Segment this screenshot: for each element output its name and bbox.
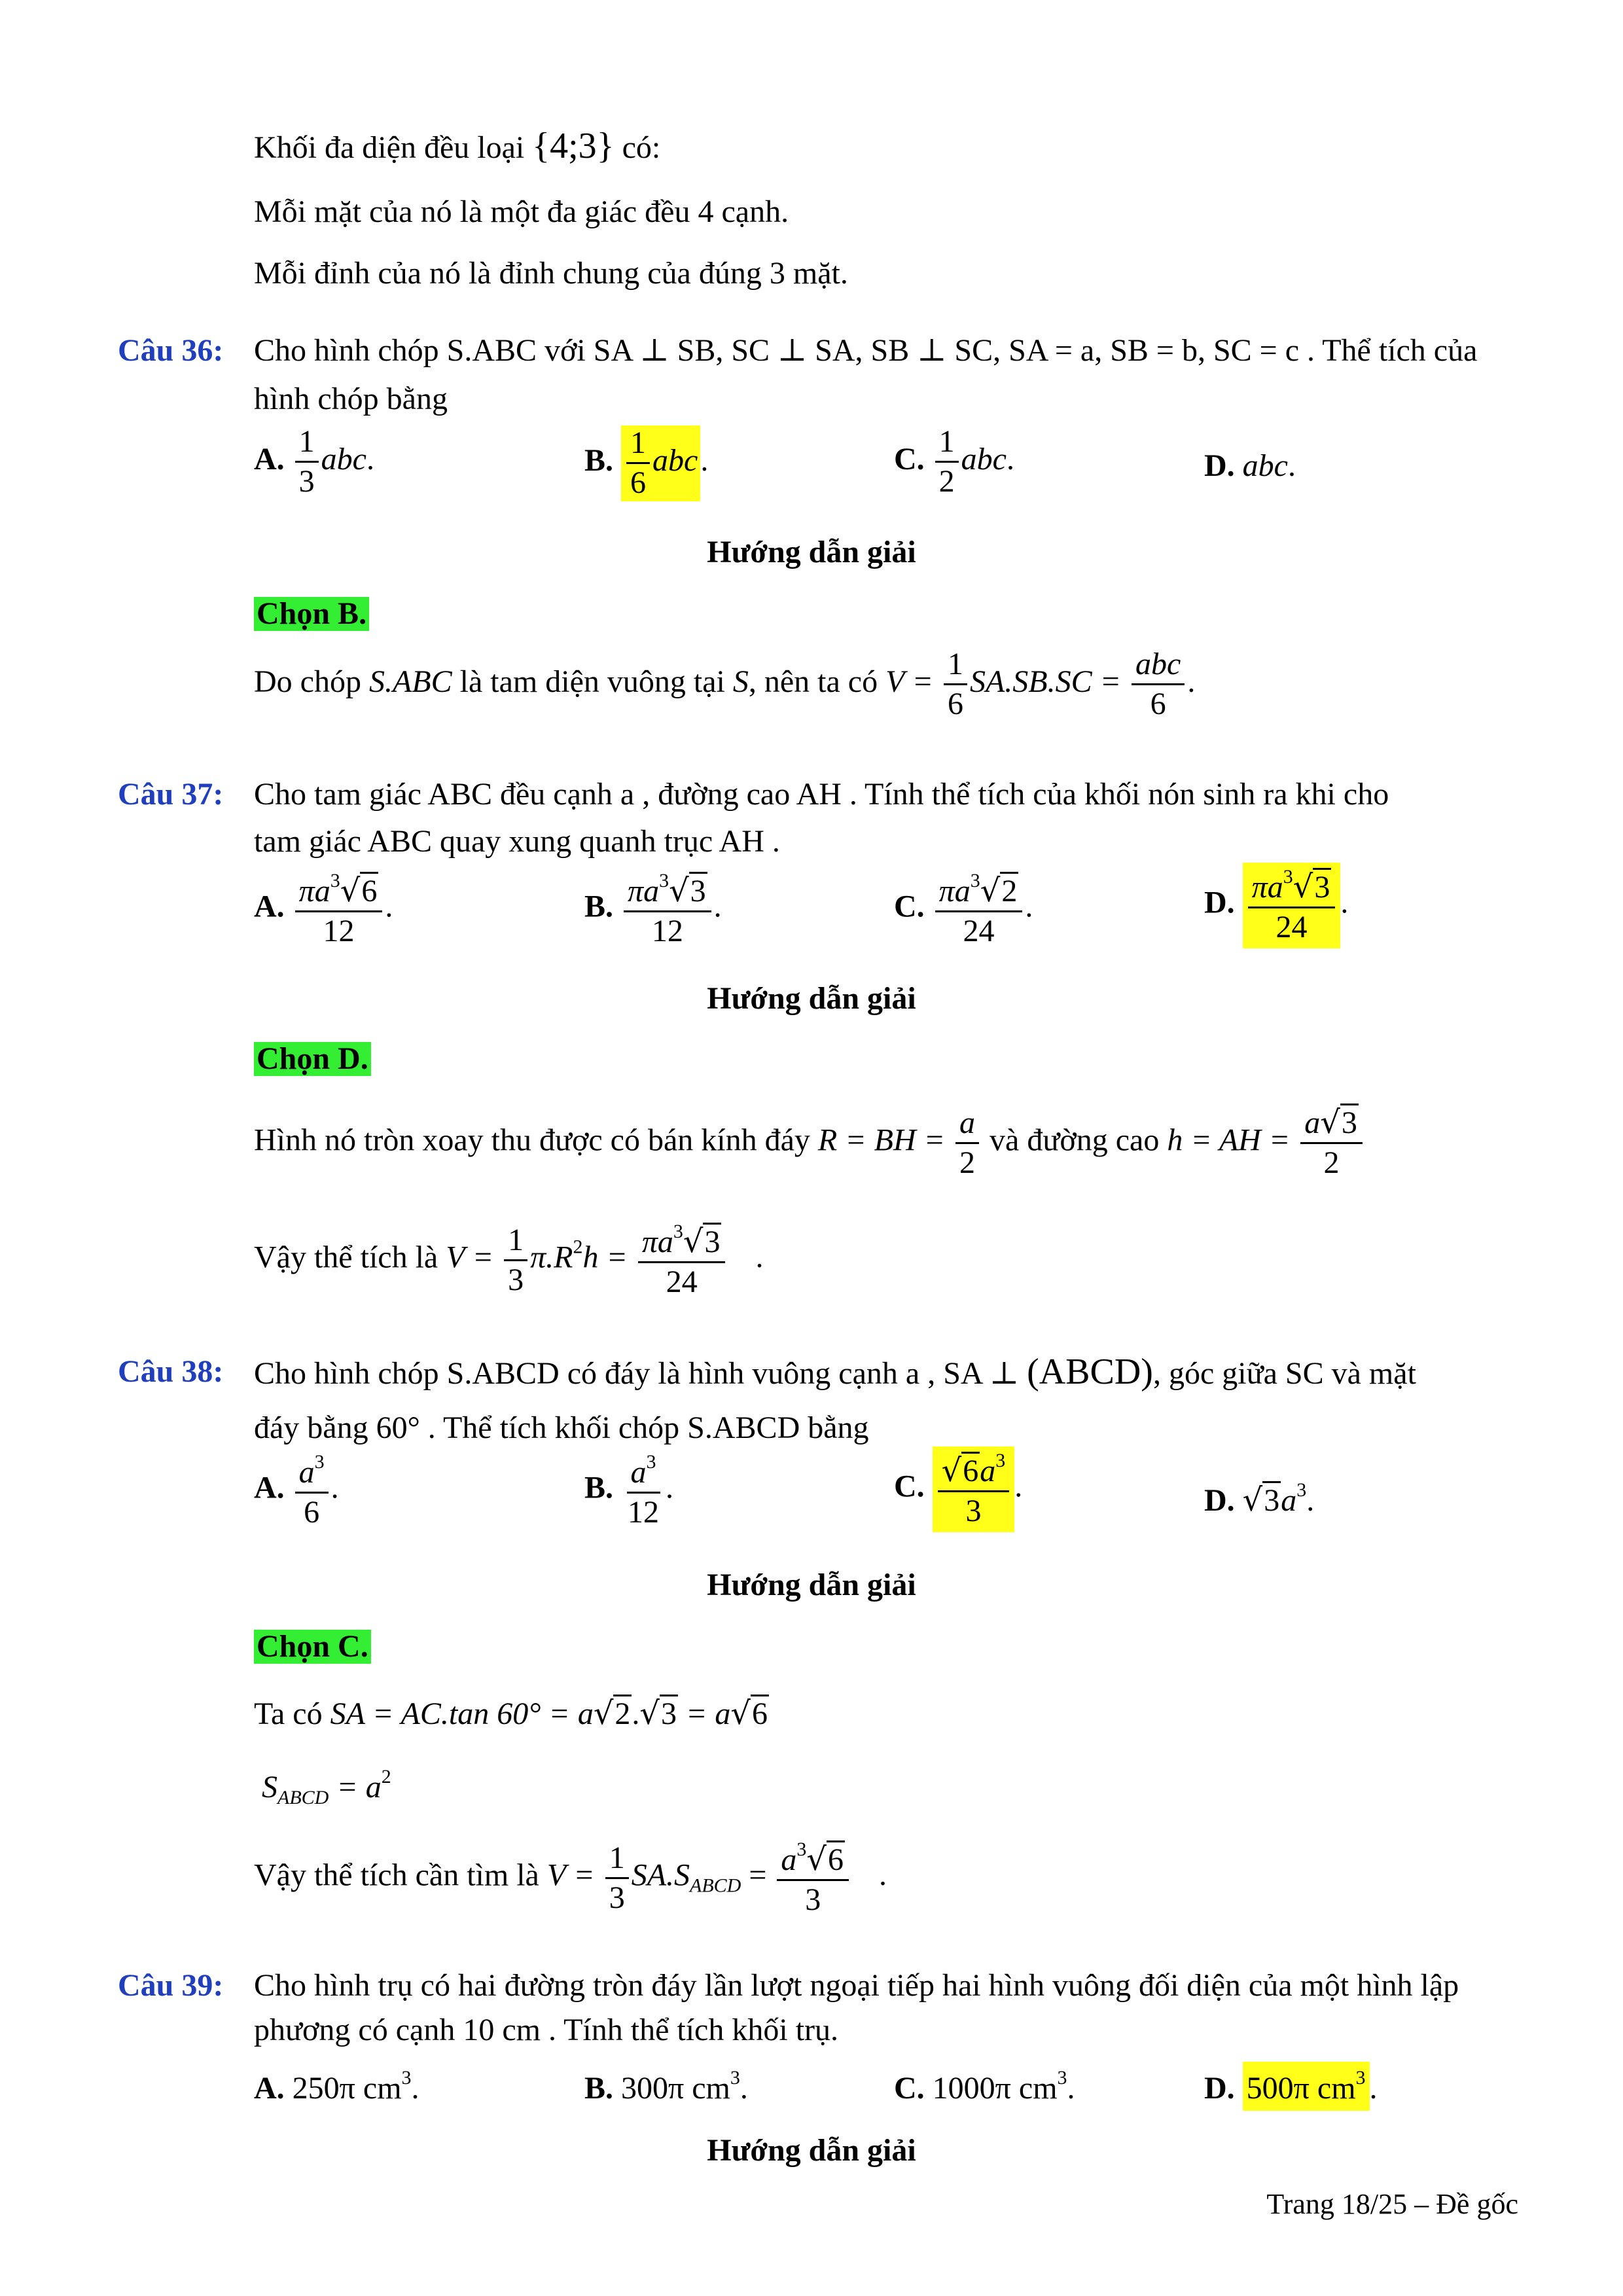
intro-line-1-text: Khối đa diện đều loại: [254, 130, 525, 165]
question-37-option-d: D. $\frac{\pi a^3√3}{24}$ .: [1204, 863, 1348, 948]
math: S.ABC: [368, 664, 452, 699]
denominator: 2: [959, 1145, 976, 1180]
option-letter: D.: [1204, 1483, 1235, 1518]
sqrt: √3: [683, 1223, 721, 1260]
question-36-option-c: [894, 425, 1014, 499]
math: a: [298, 1455, 315, 1490]
text: Vậy thể tích là: [254, 1240, 438, 1275]
denominator: 6: [304, 1495, 320, 1530]
option-end: .: [700, 442, 709, 478]
math: SA.S: [631, 1857, 690, 1893]
math: πa: [1251, 870, 1283, 905]
question-38-text-line-1: [254, 1354, 1416, 1390]
math: SA.SB.SC =: [969, 664, 1121, 699]
numerator: [295, 1452, 329, 1494]
subscript: ABCD: [277, 1787, 329, 1808]
question-38-solution-line-2: [262, 1767, 391, 1808]
math: R = BH =: [817, 1122, 946, 1158]
radicand: 3: [1340, 1103, 1359, 1140]
math: a: [980, 1454, 996, 1488]
fraction: [1248, 867, 1336, 944]
denominator: 3: [805, 1882, 821, 1918]
denominator: 12: [651, 914, 683, 949]
math: a: [1304, 1105, 1321, 1140]
numerator: [295, 870, 383, 912]
intro-line-1: [254, 128, 660, 164]
question-39-option-a: [254, 2068, 419, 2104]
fraction: [955, 1107, 979, 1180]
text: là tam diện vuông tại: [459, 664, 725, 699]
denominator: 24: [1275, 910, 1308, 945]
text: .: [1369, 2071, 1378, 2106]
numerator: [1248, 867, 1336, 908]
option-letter: B.: [584, 442, 614, 478]
question-38-solution-title: Hướng dẫn giải: [707, 1568, 916, 1602]
denominator: 3: [298, 464, 315, 499]
fraction: [935, 425, 959, 499]
math: h = AH =: [1167, 1122, 1291, 1158]
answer-highlight: [621, 425, 700, 501]
option-end: .: [1006, 441, 1014, 476]
sqrt: √6: [730, 1695, 768, 1732]
question-38-solution-line-3: [254, 1839, 887, 1917]
fraction: [295, 870, 383, 948]
intro-set: {4;3}: [532, 126, 615, 166]
question-39-label: Câu 39:: [118, 1968, 224, 2003]
math: πa: [641, 1225, 673, 1259]
question-39-solution-title: Hướng dẫn giải: [707, 2133, 916, 2168]
exponent: 3: [1283, 866, 1293, 888]
radicand: 3: [1313, 868, 1331, 905]
sqrt: √3: [669, 872, 706, 909]
denominator: 3: [609, 1880, 625, 1915]
text: .: [411, 2071, 419, 2106]
option-value: 300π cm: [621, 2071, 730, 2106]
intro-line-1-post: có:: [622, 130, 661, 165]
question-37-option-c: C. $\frac{\pi a^3√2}{24}$ .: [894, 870, 1033, 949]
math: S: [732, 664, 749, 699]
text: Ta có: [254, 1696, 323, 1731]
text: và đường cao: [990, 1122, 1160, 1158]
fraction: [624, 1452, 663, 1530]
fraction: [624, 870, 711, 948]
math: = a: [686, 1696, 731, 1731]
exponent: 3: [673, 1221, 683, 1242]
math: π.R: [530, 1240, 573, 1275]
denominator: 24: [666, 1265, 698, 1300]
subscript: ABCD: [690, 1874, 741, 1897]
text: Cho hình chóp S.ABCD có đáy là hình vuông cạnh a , SA ⊥: [254, 1356, 1020, 1391]
text: .: [740, 2071, 748, 2106]
text: , nên ta có: [748, 664, 878, 699]
question-38-option-a: A. $\frac{a^3}{6}$ .: [254, 1451, 339, 1530]
option-letter: B.: [584, 889, 614, 924]
sqrt: √3: [639, 1695, 677, 1732]
question-37-option-a: A. $\frac{\pi a^3√6}{12}$ .: [254, 870, 393, 949]
option-value: 500π cm: [1246, 2071, 1356, 2106]
numerator: 1: [605, 1842, 629, 1879]
exponent: 3: [1355, 2067, 1366, 2089]
text: Do chóp: [254, 664, 361, 699]
fraction: [944, 648, 967, 721]
question-38-solution-line-1: [254, 1695, 769, 1732]
exponent: 2: [573, 1236, 583, 1258]
denominator: 12: [323, 914, 355, 949]
denominator: 6: [1150, 687, 1166, 722]
numerator: 1: [295, 425, 319, 463]
sqrt: √3: [1293, 869, 1330, 905]
numerator: [938, 1450, 1010, 1492]
radicand: 6: [360, 872, 378, 908]
radicand: 6: [751, 1695, 769, 1731]
question-36-option-b: [584, 425, 708, 501]
question-37-choice: Chọn D.: [254, 1042, 371, 1076]
option-letter: C.: [894, 889, 925, 924]
question-38-option-c: C. $\frac{√6a^3}{3}$ .: [894, 1446, 1022, 1532]
option-letter: A.: [254, 441, 285, 476]
exponent: 3: [314, 1451, 325, 1473]
question-36-solution-title: Hướng dẫn giải: [707, 535, 916, 569]
text: , góc giữa SC và mặt: [1152, 1356, 1416, 1391]
question-36-label: Câu 36:: [118, 333, 224, 368]
radicand: 3: [703, 1223, 721, 1259]
sqrt: √3: [1242, 1482, 1280, 1518]
exponent: 3: [730, 2067, 740, 2089]
radicand: 6: [827, 1840, 845, 1877]
fraction: [1132, 648, 1185, 721]
question-38-text-line-2: đáy bằng 60° . Thể tích khối chóp S.ABCD bằng: [254, 1410, 869, 1445]
sqrt: √2: [593, 1695, 631, 1732]
option-end: .: [1287, 448, 1296, 483]
option-letter: A.: [254, 1470, 285, 1505]
fraction: [935, 870, 1023, 948]
question-39-option-d: [1204, 2062, 1378, 2111]
radicand: 3: [689, 872, 707, 908]
answer-highlight: [1243, 2062, 1370, 2111]
answer-highlight: [1243, 863, 1341, 948]
sqrt: √6: [340, 872, 378, 909]
text: .: [632, 1696, 640, 1731]
question-39-text-line-2: phương có cạnh 10 cm . Tính thể tích khối trụ.: [254, 2013, 839, 2047]
math: (ABCD): [1027, 1352, 1153, 1392]
option-letter: A.: [254, 889, 285, 924]
question-37-text-line-1: Cho tam giác ABC đều cạnh a , đường cao AH . Tính thể tích của khối nón sinh ra khi cho: [254, 777, 1389, 812]
option-letter: C.: [894, 1469, 925, 1504]
radicand: 2: [1000, 872, 1018, 908]
question-36-text-line-1: Cho hình chóp S.ABC với SA ⊥ SB, SC ⊥ SA, SB ⊥ SC, SA = a, SB = b, SC = c . Thể tích của: [254, 333, 1478, 368]
numerator: [638, 1221, 726, 1263]
math: =: [749, 1857, 767, 1893]
exponent: 3: [659, 870, 669, 891]
math: V =: [446, 1240, 494, 1275]
question-38-option-b: B. $\frac{a^3}{12}$ .: [584, 1451, 674, 1530]
question-38-choice: Chọn C.: [254, 1630, 371, 1664]
option-term: abc: [321, 441, 366, 476]
numerator: a: [955, 1107, 979, 1144]
radicand: 6: [961, 1452, 980, 1488]
option-letter: B.: [584, 1470, 614, 1505]
text: .: [1187, 664, 1196, 699]
math: h =: [582, 1240, 628, 1275]
math: S: [262, 1770, 277, 1804]
fraction: [638, 1221, 726, 1299]
exponent: 3: [330, 870, 340, 891]
math: πa: [298, 874, 330, 908]
option-term: abc: [652, 442, 698, 478]
question-39-option-c: [894, 2068, 1075, 2104]
fraction: [605, 1842, 629, 1915]
option-letter: B.: [584, 2071, 614, 2106]
question-39-option-b: [584, 2068, 748, 2104]
option-end: .: [366, 441, 374, 476]
option-letter: D.: [1204, 885, 1235, 920]
option-letter: C.: [894, 441, 925, 476]
denominator: 6: [947, 687, 963, 722]
numerator: [627, 1452, 660, 1494]
exponent: 2: [381, 1766, 391, 1787]
numerator: [935, 870, 1023, 912]
option-letter: A.: [254, 2071, 285, 2106]
radicand: 2: [613, 1695, 632, 1731]
question-36-text-line-2: hình chóp bằng: [254, 382, 448, 416]
question-36-choice: Chọn B.: [254, 597, 369, 631]
fraction: [938, 1450, 1010, 1528]
sqrt: √3: [1320, 1104, 1357, 1141]
denominator: 3: [965, 1494, 982, 1529]
numerator: 1: [626, 427, 650, 464]
fraction: [777, 1839, 849, 1917]
radicand: 3: [1262, 1481, 1281, 1518]
option-term: abc: [1242, 448, 1288, 483]
exponent: 3: [1296, 1479, 1307, 1501]
math: a: [1281, 1483, 1297, 1518]
intro-line-3: Mỗi đỉnh của nó là đỉnh chung của đúng 3 mặt.: [254, 256, 848, 291]
text: .: [755, 1240, 764, 1275]
denominator: 6: [630, 465, 647, 501]
numerator: 1: [504, 1224, 527, 1261]
question-36-solution-line: [254, 648, 1195, 721]
question-36-option-a: [254, 425, 374, 499]
sqrt: √6: [941, 1452, 979, 1489]
option-term: abc: [961, 441, 1007, 476]
text: Vậy thể tích cần tìm là: [254, 1857, 539, 1893]
denominator: 2: [938, 464, 955, 499]
question-36-option-d: [1204, 450, 1296, 482]
numerator: 1: [944, 648, 967, 685]
answer-highlight: [933, 1446, 1015, 1532]
sqrt: √2: [980, 872, 1018, 909]
math: = a: [336, 1770, 382, 1804]
exponent: 3: [1057, 2067, 1067, 2089]
radicand: 3: [660, 1695, 678, 1731]
math: SA = AC.tan 60° = a: [330, 1696, 594, 1731]
option-letter: D.: [1204, 2071, 1235, 2106]
denominator: 2: [1323, 1145, 1340, 1181]
text: .: [1067, 2071, 1075, 2106]
exponent: 3: [995, 1450, 1006, 1471]
text: .: [879, 1857, 887, 1893]
question-37-label: Câu 37:: [118, 777, 224, 812]
option-value: 1000π cm: [932, 2071, 1058, 2106]
math: V =: [885, 664, 933, 699]
exponent: 3: [970, 870, 980, 891]
question-38-label: Câu 38:: [118, 1354, 224, 1389]
numerator: [624, 870, 711, 912]
fraction: [626, 427, 650, 500]
math: πa: [938, 874, 971, 908]
denominator: 24: [963, 914, 995, 949]
numerator: 1: [935, 425, 959, 463]
denominator: 3: [508, 1262, 524, 1297]
math: a: [781, 1842, 797, 1877]
math: a: [630, 1455, 647, 1490]
fraction: [504, 1224, 527, 1297]
exponent: 3: [646, 1451, 656, 1473]
math: πa: [628, 874, 660, 908]
numerator: [1300, 1106, 1363, 1144]
fraction: [1300, 1106, 1363, 1180]
question-37-solution-line-1: [254, 1106, 1365, 1180]
intro-line-2: Mỗi mặt của nó là một đa giác đều 4 cạnh.: [254, 194, 789, 229]
question-37-text-line-2: tam giác ABC quay xung quanh trục AH .: [254, 824, 780, 859]
exponent: 3: [796, 1839, 807, 1860]
denominator: 12: [628, 1495, 660, 1530]
option-letter: C.: [894, 2071, 925, 2106]
question-38-option-d: D. $√3a^3$.: [1204, 1479, 1315, 1518]
page-footer: Trang 18/25 – Đề gốc: [1266, 2188, 1518, 2220]
question-37-solution-line-2: [254, 1221, 763, 1299]
math: V =: [546, 1857, 595, 1893]
numerator: [777, 1839, 849, 1881]
option-letter: D.: [1204, 448, 1235, 483]
numerator: abc: [1132, 648, 1185, 685]
fraction: [295, 425, 319, 499]
question-37-option-b: B. $\frac{\pi a^3√3}{12}$ .: [584, 870, 722, 949]
fraction: [295, 1452, 329, 1530]
exponent: 3: [401, 2067, 412, 2089]
question-37-solution-title: Hướng dẫn giải: [707, 981, 916, 1016]
option-value: 250π cm: [292, 2071, 402, 2106]
question-39-text-line-1: Cho hình trụ có hai đường tròn đáy lần lượt ngoại tiếp hai hình vuông đối diện của một hình lập: [254, 1968, 1459, 2003]
text: Hình nó tròn xoay thu được có bán kính đáy: [254, 1122, 810, 1158]
sqrt: √6: [806, 1841, 844, 1878]
